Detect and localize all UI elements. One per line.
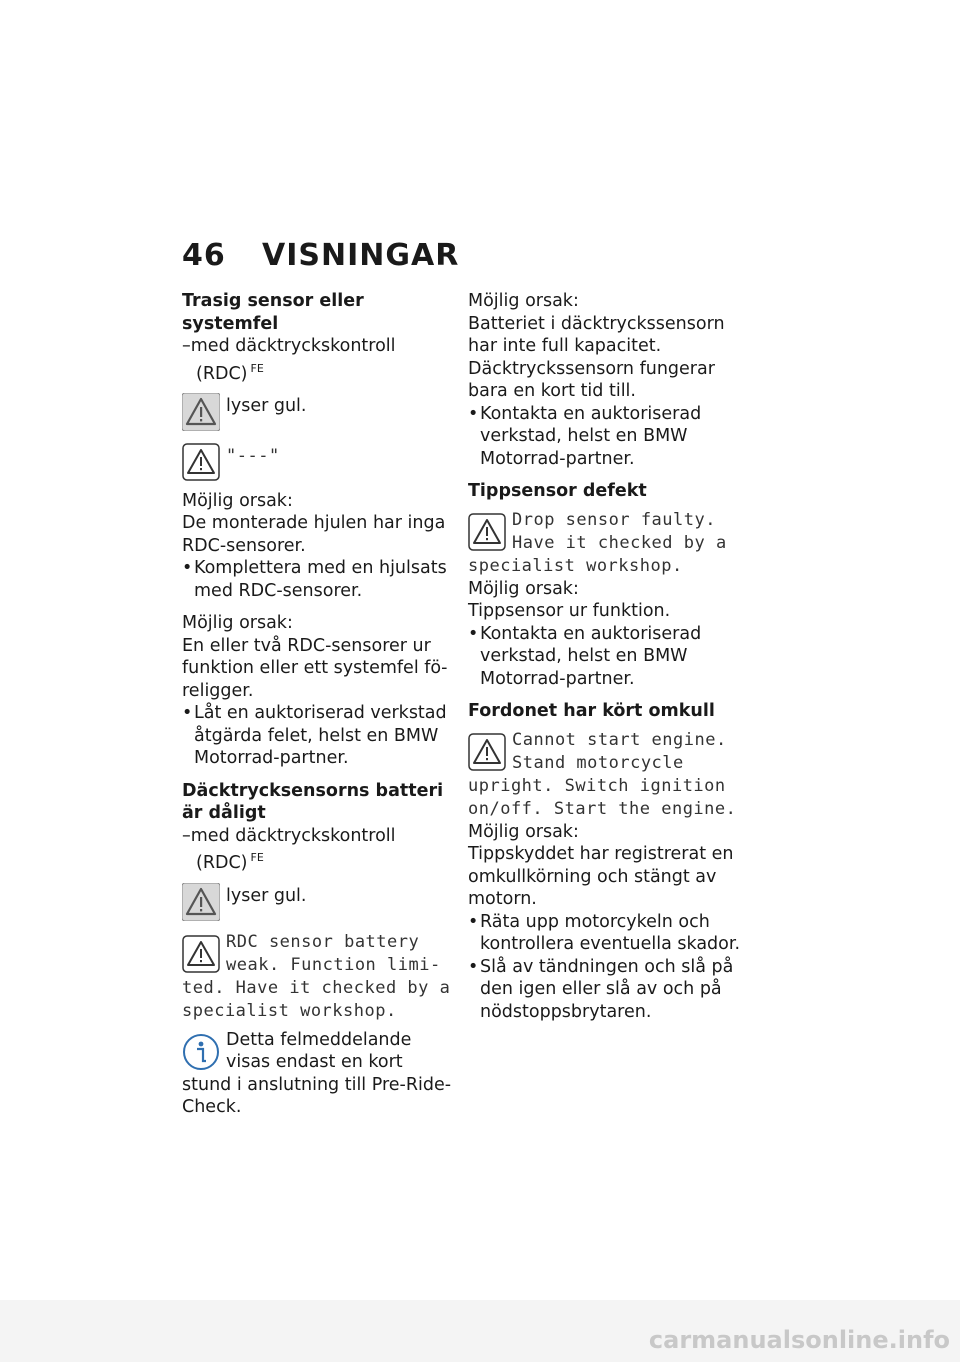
- list-item: •Komplettera med en hjulsats med RDC-sensorer.: [182, 558, 447, 601]
- info-icon: [182, 1033, 220, 1071]
- info-note-row: Detta felmeddelande visas endast en kort stund i anslutning till Pre-Ride-Check.: [182, 1029, 452, 1118]
- display-message-row: Cannot start engine. Stand motorcycle upright. Switch ignition on/off. Start the engine.: [468, 729, 737, 819]
- section-heading-battery-weak: Däcktrycksensorns batteri är dåligt: [182, 780, 444, 824]
- list-item: •Slå av tändningen och slå på den igen eller slå av och på nödstoppsbrytaren.: [468, 956, 734, 1022]
- watermark-bar: [0, 1300, 960, 1362]
- warning-display-icon: [182, 935, 220, 973]
- condition-rdc: –med däcktryckskontroll (RDC) $^{FE}$: [182, 336, 396, 384]
- indicator-row: lyser gul.: [182, 881, 452, 925]
- warning-display-icon: [468, 733, 506, 771]
- condition-rdc: –med däcktryckskontroll (RDC) $^{FE}$: [182, 825, 396, 874]
- warning-light-icon: [182, 883, 220, 921]
- warning-light-icon: [182, 393, 220, 431]
- display-message-row: Drop sensor faulty. Have it checked by a specialist workshop.: [468, 509, 727, 576]
- display-message-row: "---": [182, 441, 452, 485]
- page-title: VISNINGAR: [262, 238, 460, 273]
- section-heading-tip-sensor: Tippsensor defekt: [468, 481, 647, 501]
- left-column: Trasig sensor eller systemfel –med däcktryckskontroll (RDC) $^{FE}$ lyser gul. "---" Möjlig orsak: De monterade hjulen har inga RDC-sensorer. •Komplettera med en hjulsats med RDC-sensorer. Möjlig orsak: En eller två RDC-sensorer ur funktion eller ett systemfel föreligger. •Låt en auktoriserad verkstad åtgärda felet, helst en BMW Motorrad-partner. Däcktrycksensorns batteri är dåligt –med däcktryckskontroll (RDC) $^{FE}$ lyser gul. RDC sensor battery weak. Function limited. Have it checked by a specialist workshop. Detta felmeddelande visas endast en kort stund i anslutning till Pre-Ride-Check.: [182, 291, 452, 1118]
- page-header: [182, 238, 459, 273]
- section-heading-vehicle-tipped: Fordonet har kört omkull: [468, 701, 715, 721]
- list-item: •Räta upp motorcykeln och kontrollera eventuella skador.: [468, 911, 741, 954]
- warning-display-icon: [182, 443, 220, 481]
- list-item: •Kontakta en auktoriserad verkstad, helst en BMW Motorrad-partner.: [468, 403, 702, 469]
- right-column: Möjlig orsak: Batteriet i däcktryckssensorn har inte full kapacitet. Däcktryckssensorn fungerar bara en kort tid till. •Kontakta en auktoriserad verkstad, helst en BMW Motorrad-partner. Tippsensor defekt Drop sensor faulty. Have it checked by a specialist workshop. Möjlig orsak: Tippsensor ur funktion. •Kontakta en auktoriserad verkstad, helst en BMW Motorrad-partner. Fordonet har kört omkull Cannot start engine. Stand motorcycle upright. Switch ignition on/off. Start the engine. Möjlig orsak: Tippskyddet har registrerat en omkullkörning och stängt av motorn. •Räta upp motorcykeln och kontrollera eventuella skador. •Slå av tändningen och slå på den igen eller slå av och på nödstoppsbrytaren.: [468, 290, 743, 1023]
- watermark-text: carmanualsonline.info: [648, 1326, 950, 1354]
- indicator-row: lyser gul.: [182, 391, 452, 435]
- page-number: 46: [182, 238, 226, 273]
- list-item: •Kontakta en auktoriserad verkstad, helst en BMW Motorrad-partner.: [468, 623, 702, 689]
- warning-display-icon: [468, 513, 506, 551]
- list-item: •Låt en auktoriserad verkstad åtgärda felet, helst en BMW Motorrad-partner.: [182, 703, 447, 769]
- section-heading-broken-sensor: Trasig sensor eller systemfel: [182, 291, 364, 334]
- display-message-row: RDC sensor battery weak. Function limited. Have it checked by a specialist workshop.: [182, 931, 451, 1021]
